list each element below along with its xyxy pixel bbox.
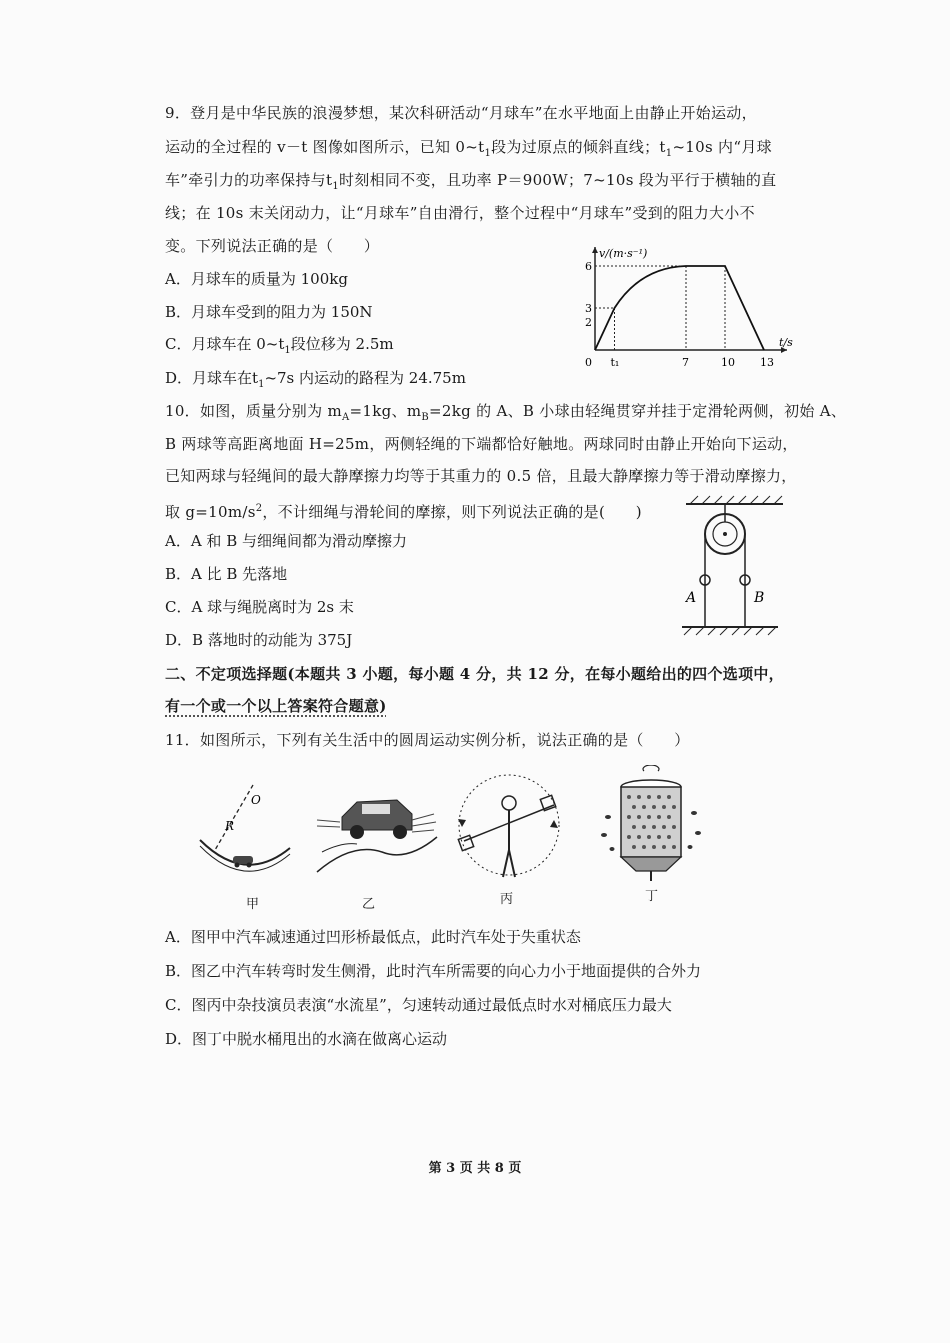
performer-head: [502, 796, 516, 810]
q9-option-a: A．月球车的质量为 100kg: [165, 270, 348, 288]
caption-ding: 丁: [645, 889, 659, 904]
q10-line2: B 两球等高距离地面 H=25m，两侧轻绳的下端都恰好触地。两球同时由静止开始向下运动，: [165, 435, 798, 453]
y-tick-label: 6: [585, 260, 592, 273]
x-tick-label: t₁: [610, 356, 620, 369]
q9-line2: 运动的全过程的 v－t 图像如图所示，已知 $0\sim t_1$段为过原点的倾斜直线；$t_1\sim 10s$ 内“月球: [165, 138, 772, 159]
y-axis-label: v/(m·s⁻¹): [599, 247, 648, 260]
page-footer: 第 3 页 共 8 页: [428, 1161, 522, 1176]
q10-option-d: D．B 落地时的动能为 375J: [165, 631, 353, 649]
figure-ding-spin-dryer: [596, 765, 706, 885]
figure-bing-water-meteor: [454, 765, 564, 890]
label-o: O: [251, 793, 261, 807]
q10-option-c: C．A 球与绳脱离时为 2s 末: [165, 598, 354, 616]
caption-jia: 甲: [246, 897, 260, 912]
q11-option-a: A．图甲中汽车减速通过凹形桥最低点，此时汽车处于失重状态: [165, 928, 581, 946]
y-tick-label: 3: [585, 302, 592, 315]
q9-option-d: D．月球车在$t_1\sim 7s$ 内运动的路程为 24.75m: [165, 369, 466, 390]
q9-line1: 9．登月是中华民族的浪漫梦想，某次科研活动“月球车”在水平地面上由静止开始运动，: [165, 104, 757, 122]
figure-yi-car-skid: [312, 782, 442, 882]
q11-stem: 11．如图所示，下列有关生活中的圆周运动实例分析，说法正确的是（ ）: [165, 731, 690, 749]
q9-line4: 线；在 10s 末关闭动力，让“月球车”自由滑行，整个过程中“月球车”受到的阻力大小不: [165, 204, 755, 222]
vt-chart: [565, 235, 805, 375]
figure-jia-concave-bridge: [195, 780, 305, 880]
y-tick-label: 2: [585, 316, 592, 329]
q10-line4: 取 $g=10m/s^2$，不计细绳与滑轮间的摩擦，则下列说法正确的是( ): [165, 503, 642, 521]
q9-option-b: B．月球车受到的阻力为 150N: [165, 303, 373, 321]
x-tick-label: 0: [585, 356, 592, 369]
q10-line3: 已知两球与轻绳间的最大静摩擦力均等于其重力的 0.5 倍，且最大静摩擦力等于滑动摩擦力，: [165, 467, 797, 485]
x-tick-label: 10: [721, 356, 735, 369]
label-b: B: [754, 590, 765, 606]
pulley-figure: [678, 492, 798, 642]
label-a: A: [686, 590, 697, 606]
q11-option-d: D．图丁中脱水桶甩出的水滴在做离心运动: [165, 1030, 448, 1048]
q9-line3: 车”牵引力的功率保持与$t_1$时刻相同不变，且功率 P＝900W；7~10s 段为平行于横轴的直: [165, 171, 777, 192]
y-axis-arrow: [592, 247, 598, 253]
caption-bing: 丙: [500, 892, 514, 907]
q9-option-c: C．月球车在 $0\sim t_1$段位移为 2.5m: [165, 335, 394, 356]
q11-option-c: C．图丙中杂技演员表演“水流星”，匀速转动通过最低点时水对桶底压力最大: [165, 996, 672, 1014]
x-tick-label: 13: [760, 356, 774, 369]
section2-heading-line2: 有一个或一个以上答案符合题意): [165, 697, 387, 715]
x-tick-label: 7: [682, 356, 689, 369]
q11-option-b: B．图乙中汽车转弯时发生侧滑，此时汽车所需要的向心力小于地面提供的合外力: [165, 962, 702, 980]
caption-yi: 乙: [362, 897, 376, 912]
q10-option-a: A．A 和 B 与细绳间都为滑动摩擦力: [165, 532, 407, 550]
q10-line1: 10．如图，质量分别为 $m_A=1kg$、$m_B=2kg$ 的 A、B 小球由轻绳贯穿并挂于定滑轮两侧，初始 A、: [165, 402, 847, 423]
x-axis-label: t/s: [779, 336, 793, 349]
q10-option-b: B．A 比 B 先落地: [165, 565, 288, 583]
label-r: R: [225, 819, 235, 833]
q9-line5: 变。下列说法正确的是（ ）: [165, 237, 380, 255]
section2-heading-line1: 二、不定项选择题(本题共 3 小题，每小题 4 分，共 12 分，在每小题给出的四个选项中，: [165, 665, 784, 683]
velocity-line: [595, 266, 764, 350]
